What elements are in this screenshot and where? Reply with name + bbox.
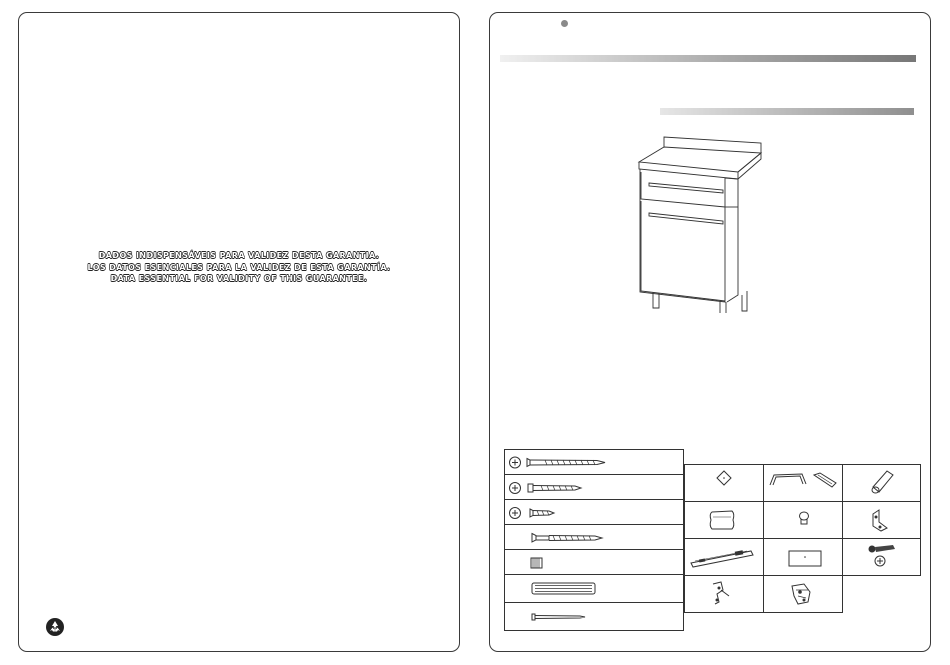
long-flat-head-screw-icon (505, 525, 683, 550)
warranty-line-es: LOS DATOS ESENCIALES PARA LA VALIDEZ DE ESTA GARANTÍA. (87, 262, 391, 272)
parts-cell (763, 575, 843, 613)
small-dowel-nut-icon (505, 550, 683, 575)
parts-cell (842, 538, 921, 576)
cabinet-illustration (637, 125, 767, 313)
hardware-row (505, 575, 683, 603)
recycle-icon (45, 617, 65, 637)
left-page (18, 12, 460, 652)
header-bar (500, 55, 916, 62)
cam-lock-and-bolt-icon (843, 539, 922, 577)
hardware-list (504, 449, 684, 631)
hardware-row (505, 475, 683, 500)
parts-cell (842, 464, 921, 502)
medium-pan-head-screw-icon (505, 475, 683, 500)
warranty-line-pt: DADOS INDISPENSÁVEIS PARA VALIDEZ DESTA GARANTIA. (98, 251, 380, 260)
wooden-dowel-icon (505, 575, 683, 603)
dot-icon (561, 20, 568, 27)
parts-cell (763, 538, 843, 576)
knob-icon (764, 502, 844, 540)
hardware-row (505, 603, 683, 631)
parts-cell (842, 501, 921, 539)
parts-grid (684, 464, 921, 614)
parts-cell (763, 501, 843, 539)
parts-cell (684, 538, 764, 576)
drawer-handle-icon (764, 465, 844, 503)
hardware-row (505, 525, 683, 550)
section-bar (660, 108, 914, 115)
nail-icon (505, 603, 683, 631)
drawer-slide-rail-icon (685, 539, 765, 577)
hardware-row (505, 450, 683, 475)
glide-pad-icon (685, 465, 765, 503)
door-hinge-icon (764, 576, 844, 614)
label-plate-icon (764, 539, 844, 577)
corner-bracket-icon (843, 502, 922, 540)
parts-bag-icon (685, 502, 765, 540)
short-flat-head-screw-icon (505, 500, 683, 525)
hardware-row (505, 550, 683, 575)
parts-cell (684, 464, 764, 502)
warranty-line-en: DATA ESSENTIAL FOR VALIDITY OF THIS GUARANTEE. (110, 274, 368, 283)
warranty-notice (19, 250, 459, 285)
plastic-foot-icon (843, 465, 922, 503)
long-wood-screw-icon (505, 450, 683, 475)
parts-cell (684, 575, 764, 613)
parts-cell (684, 501, 764, 539)
parts-cell (763, 464, 843, 502)
hardware-row (505, 500, 683, 525)
right-page (489, 12, 931, 652)
mounting-clip-icon (685, 576, 765, 614)
